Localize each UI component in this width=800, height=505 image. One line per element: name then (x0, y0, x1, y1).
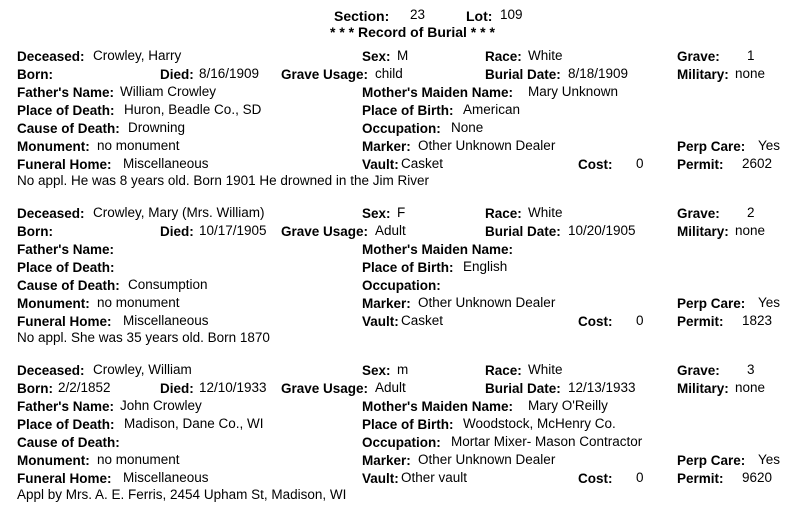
section-label: Section: (334, 8, 390, 24)
military-label: Military: (677, 381, 729, 396)
fathers-name-value: William Crowley (120, 84, 217, 99)
place-of-death-value: Madison, Dane Co., WI (124, 416, 264, 431)
died-label: Died: (160, 224, 194, 239)
funeral-home-value: Miscellaneous (123, 470, 209, 485)
born-value: 2/2/1852 (58, 380, 111, 395)
perp-care-value: Yes (758, 295, 781, 310)
funeral-home-value: Miscellaneous (123, 156, 209, 171)
vault-value: Other vault (401, 470, 468, 485)
cost-label: Cost: (578, 314, 613, 329)
vault-value: Casket (401, 313, 444, 328)
marker-value: Other Unknown Dealer (418, 138, 556, 153)
sex-value: F (397, 205, 406, 220)
burial-date-label: Burial Date: (485, 381, 561, 396)
race-value: White (528, 205, 563, 220)
burial-date-value: 12/13/1933 (568, 380, 636, 395)
funeral-home-label: Funeral Home: (17, 471, 112, 486)
military-label: Military: (677, 67, 729, 82)
burial-date-value: 10/20/1905 (568, 223, 636, 238)
died-label: Died: (160, 67, 194, 82)
mothers-maiden-name-value: Mary O'Reilly (528, 398, 608, 413)
place-of-death-label: Place of Death: (17, 260, 115, 275)
perp-care-label: Perp Care: (677, 453, 746, 468)
cause-of-death-label: Cause of Death: (17, 435, 120, 450)
died-label: Died: (160, 381, 194, 396)
grave-usage-value: Adult (375, 223, 406, 238)
occupation-value: Mortar Mixer- Mason Contractor (451, 434, 643, 449)
place-of-birth-label: Place of Birth: (362, 260, 454, 275)
perp-care-value: Yes (758, 138, 781, 153)
marker-value: Other Unknown Dealer (418, 295, 556, 310)
perp-care-value: Yes (758, 452, 781, 467)
race-value: White (528, 362, 563, 377)
page-title: * * * Record of Burial * * * (330, 24, 495, 40)
sex-label: Sex: (362, 206, 391, 221)
military-value: none (735, 223, 766, 238)
record-note: No appl. She was 35 years old. Born 1870 (17, 330, 270, 345)
fathers-name-label: Father's Name: (17, 242, 114, 257)
marker-label: Marker: (362, 296, 411, 311)
grave-value: 3 (747, 362, 755, 377)
born-label: Born: (17, 381, 53, 396)
deceased-value: Crowley, William (93, 362, 192, 377)
place-of-death-label: Place of Death: (17, 417, 115, 432)
marker-value: Other Unknown Dealer (418, 452, 556, 467)
permit-value: 9620 (742, 470, 773, 485)
occupation-label: Occupation: (362, 121, 441, 136)
died-value: 8/16/1909 (199, 66, 260, 81)
military-value: none (735, 380, 766, 395)
born-label: Born: (17, 67, 53, 82)
military-label: Military: (677, 224, 729, 239)
place-of-death-label: Place of Death: (17, 103, 115, 118)
race-value: White (528, 48, 563, 63)
race-label: Race: (485, 363, 522, 378)
occupation-label: Occupation: (362, 278, 441, 293)
place-of-birth-label: Place of Birth: (362, 417, 454, 432)
sex-value: M (397, 48, 409, 63)
race-label: Race: (485, 49, 522, 64)
permit-label: Permit: (677, 314, 724, 329)
sex-label: Sex: (362, 363, 391, 378)
funeral-home-label: Funeral Home: (17, 314, 112, 329)
occupation-label: Occupation: (362, 435, 441, 450)
cause-of-death-label: Cause of Death: (17, 121, 120, 136)
place-of-birth-label: Place of Birth: (362, 103, 454, 118)
place-of-birth-value: Woodstock, McHenry Co. (463, 416, 616, 431)
monument-label: Monument: (17, 139, 90, 154)
burial-date-value: 8/18/1909 (568, 66, 629, 81)
record-note: Appl by Mrs. A. E. Ferris, 2454 Upham St, Madison, WI (17, 487, 347, 502)
perp-care-label: Perp Care: (677, 139, 746, 154)
deceased-value: Crowley, Harry (93, 48, 182, 63)
section-value: 23 (410, 7, 426, 22)
fathers-name-label: Father's Name: (17, 85, 114, 100)
deceased-label: Deceased: (17, 363, 85, 378)
grave-usage-label: Grave Usage: (281, 67, 369, 82)
perp-care-label: Perp Care: (677, 296, 746, 311)
marker-label: Marker: (362, 453, 411, 468)
sex-value: m (397, 362, 409, 377)
sex-label: Sex: (362, 49, 391, 64)
monument-value: no monument (97, 452, 180, 467)
fathers-name-value: John Crowley (120, 398, 202, 413)
mothers-maiden-name-label: Mother's Maiden Name: (362, 399, 513, 414)
deceased-value: Crowley, Mary (Mrs. William) (93, 205, 265, 220)
permit-value: 1823 (742, 313, 773, 328)
mothers-maiden-name-label: Mother's Maiden Name: (362, 85, 513, 100)
permit-label: Permit: (677, 157, 724, 172)
born-label: Born: (17, 224, 53, 239)
grave-label: Grave: (677, 363, 720, 378)
grave-value: 2 (747, 205, 755, 220)
occupation-value: None (451, 120, 484, 135)
military-value: none (735, 66, 766, 81)
grave-usage-value: Adult (375, 380, 406, 395)
funeral-home-label: Funeral Home: (17, 157, 112, 172)
vault-label: Vault: (362, 157, 399, 172)
lot-label: Lot: (466, 8, 493, 24)
grave-label: Grave: (677, 206, 720, 221)
cause-of-death-value: Consumption (128, 277, 208, 292)
died-value: 10/17/1905 (199, 223, 267, 238)
place-of-birth-value: English (463, 259, 508, 274)
deceased-label: Deceased: (17, 49, 85, 64)
monument-value: no monument (97, 295, 180, 310)
vault-value: Casket (401, 156, 444, 171)
grave-usage-label: Grave Usage: (281, 224, 369, 239)
died-value: 12/10/1933 (199, 380, 267, 395)
vault-label: Vault: (362, 471, 399, 486)
vault-label: Vault: (362, 314, 399, 329)
grave-usage-label: Grave Usage: (281, 381, 369, 396)
burial-date-label: Burial Date: (485, 67, 561, 82)
monument-label: Monument: (17, 453, 90, 468)
cost-value: 0 (636, 156, 644, 171)
marker-label: Marker: (362, 139, 411, 154)
grave-usage-value: child (375, 66, 403, 81)
funeral-home-value: Miscellaneous (123, 313, 209, 328)
cost-label: Cost: (578, 471, 613, 486)
permit-value: 2602 (742, 156, 773, 171)
burial-date-label: Burial Date: (485, 224, 561, 239)
deceased-label: Deceased: (17, 206, 85, 221)
record-note: No appl. He was 8 years old. Born 1901 He drowned in the Jim River (17, 173, 429, 188)
mothers-maiden-name-label: Mother's Maiden Name: (362, 242, 513, 257)
cost-label: Cost: (578, 157, 613, 172)
cause-of-death-value: Drowning (128, 120, 186, 135)
cost-value: 0 (636, 470, 644, 485)
grave-value: 1 (747, 48, 755, 63)
race-label: Race: (485, 206, 522, 221)
grave-label: Grave: (677, 49, 720, 64)
cause-of-death-label: Cause of Death: (17, 278, 120, 293)
cost-value: 0 (636, 313, 644, 328)
lot-value: 109 (500, 7, 523, 22)
mothers-maiden-name-value: Mary Unknown (528, 84, 619, 99)
monument-value: no monument (97, 138, 180, 153)
place-of-death-value: Huron, Beadle Co., SD (124, 102, 262, 117)
permit-label: Permit: (677, 471, 724, 486)
monument-label: Monument: (17, 296, 90, 311)
place-of-birth-value: American (463, 102, 521, 117)
fathers-name-label: Father's Name: (17, 399, 114, 414)
